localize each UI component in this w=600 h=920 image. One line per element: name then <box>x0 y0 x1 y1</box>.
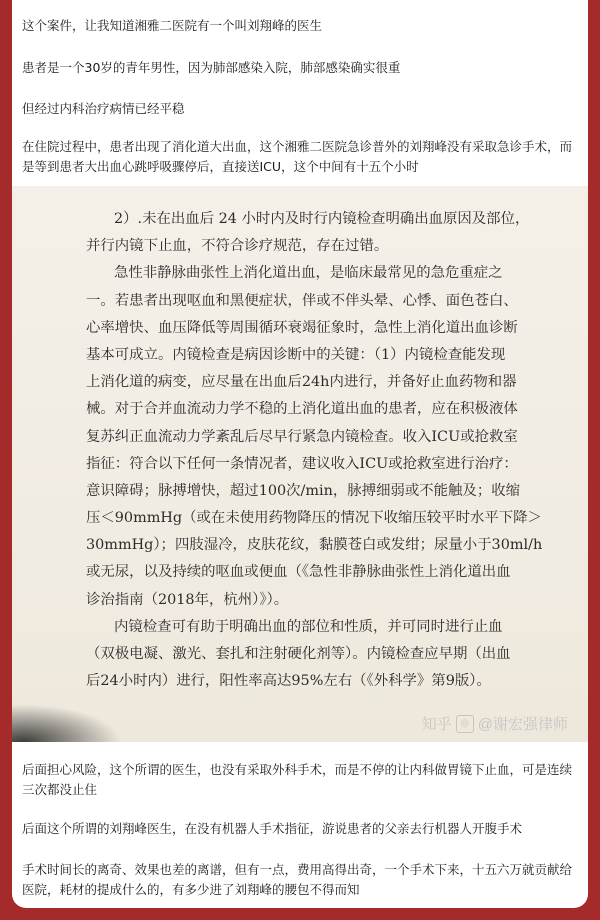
scanned-text-line: 急性非静脉曲张性上消化道出血，是临床最常见的急危重症之 <box>114 265 503 282</box>
post-paragraph: 这个案件，让我知道湘雅二医院有一个叫刘翔峰的医生 <box>22 18 323 33</box>
scanned-document-image <box>12 186 588 742</box>
scanned-text-line: 后24小时内）进行，阳性率高达95%左右（《外科学》第9版）。 <box>86 673 491 690</box>
post-paragraph: 后面这个所谓的刘翔峰医生，在没有机器人手术指征，游说患者的父亲去行机器人开腹手术 <box>22 821 523 836</box>
scanned-text-line: 一。若患者出现呕血和黑便症状，伴或不伴头晕、心悸、面色苍白、 <box>86 292 518 309</box>
scanned-text-line: 30mmHg）；四肢湿冷，皮肤花纹，黏膜苍白或发绀；尿量小于30ml/h <box>86 537 543 554</box>
image-shadow <box>12 704 122 742</box>
scanned-text-line: 心率增快、血压降低等周围循环衰竭征象时，急性上消化道出血诊断 <box>86 319 518 336</box>
scanned-text-line: 内镜检查可有助于明确出血的部位和性质，并可同时进行止血 <box>114 618 503 635</box>
post-paragraph: 患者是一个30岁的青年男性，因为肺部感染入院，肺部感染确实很重 <box>22 60 401 75</box>
post-paragraph: 手术时间长的离奇、效果也差的离谱，但有一点，费用高得出奇，一个手术下来，十五六万就贡献给医院，耗材的提成什么的，有多少进了刘翔峰的腰包不得而知 <box>22 862 573 897</box>
scanned-text-line: （双极电凝、激光、套扎和注射硬化剂等）。内镜检查应早期（出血 <box>86 646 511 662</box>
scanned-text-line: 复苏纠正血流动力学紊乱后尽早行紧急内镜检查。收入ICU或抢救室 <box>86 428 518 445</box>
scanned-text-line: 基本可成立。内镜检查是病因诊断中的关键：（1）内镜检查能发现 <box>86 346 506 363</box>
watermark <box>422 713 568 734</box>
scanned-text-line: 意识障碍；脉搏增快，超过100次/min，脉搏细弱或不能触及；收缩 <box>86 482 520 499</box>
post-paragraph: 在住院过程中，患者出现了消化道大出血，这个湘雅二医院急诊普外的刘翔峰没有采取急诊手术，而是等到患者大出血心跳呼吸骤停后，直接送ICU，这个中间有十五个小时 <box>22 139 573 174</box>
post-paragraph: 但经过内科治疗病情已经平稳 <box>22 101 185 116</box>
post-paragraph: 后面担心风险，这个所谓的医生，也没有采取外科手术，而是不停的让内科做胃镜下止血，可是连续三次都没止住 <box>22 762 573 797</box>
scanned-text-line: 2）.未在出血后 24 小时内及时行内镜检查明确出血原因及部位， <box>114 211 530 227</box>
scanned-text-line: 或无尿，以及持续的呕血或便血（《急性非静脉曲张性上消化道出血 <box>86 564 511 581</box>
watermark-platform: 知乎 <box>421 716 452 733</box>
scanned-text-line: 并行内镜下止血，不符合诊疗规范，存在过错。 <box>86 238 389 255</box>
zhihu-logo-icon: ◎ <box>456 715 474 733</box>
scanned-document-text <box>86 206 566 695</box>
scanned-text-line: 诊治指南（2018年，杭州）》）。 <box>86 591 289 608</box>
scanned-text-line: 械。对于合并血流动力学不稳的上消化道出血的患者，应在积极液体 <box>86 401 518 418</box>
watermark-author: @谢宏强律师 <box>477 716 568 733</box>
scanned-text-line: 上消化道的病变，应尽量在出血后24h内进行，并备好止血药物和器 <box>86 374 517 391</box>
scanned-text-line: 压＜90mmHg（或在未使用药物降压的情况下收缩压较平时水平下降＞ <box>86 510 542 527</box>
scanned-text-line: 指征：符合以下任何一条情况者，建议收入ICU或抢救室进行治疗： <box>86 455 518 472</box>
post-card <box>12 0 588 908</box>
